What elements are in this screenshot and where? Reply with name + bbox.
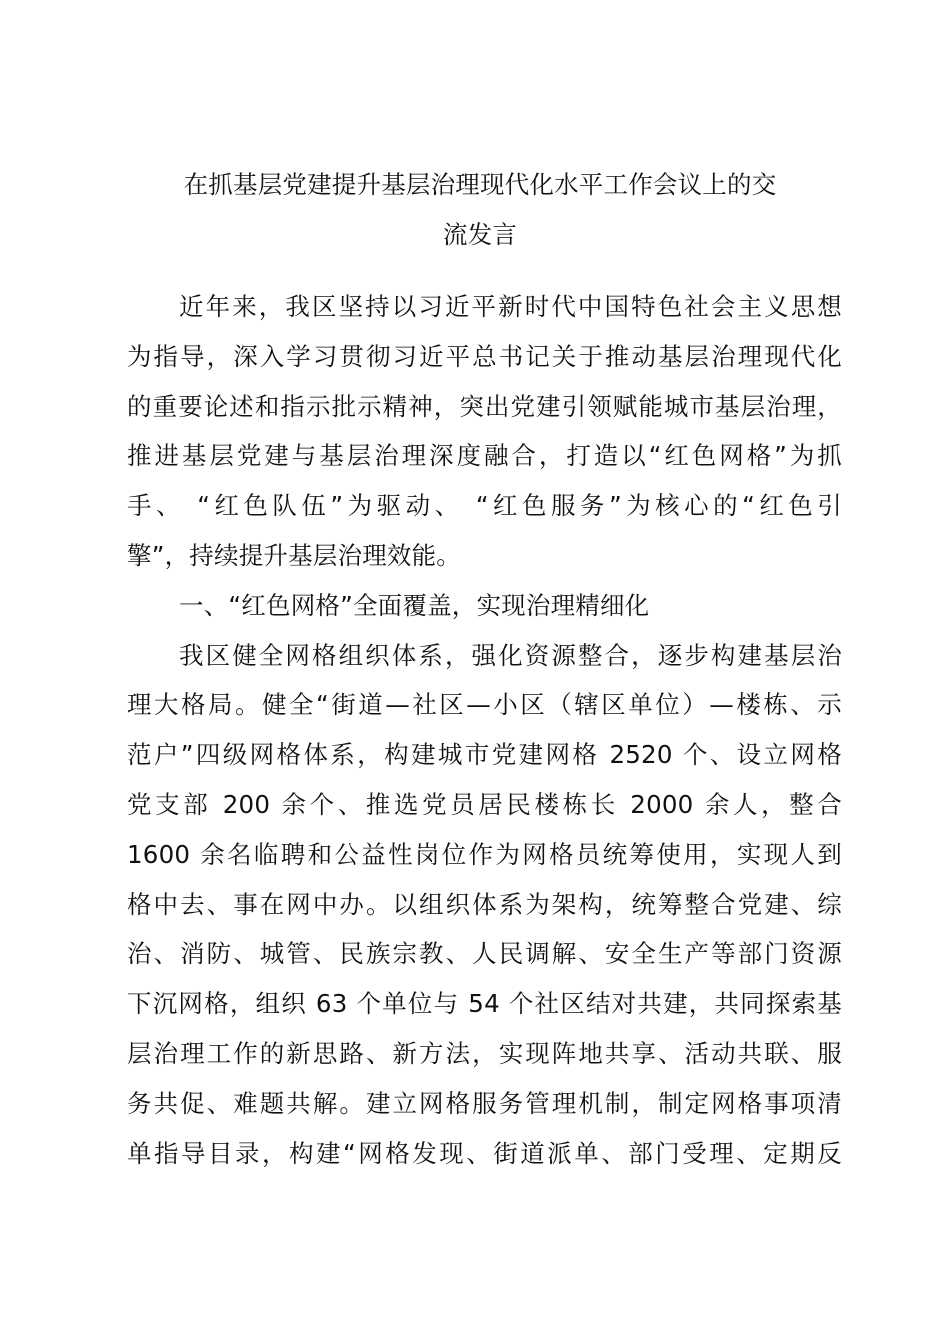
paragraph-line: 层治理工作的新思路、新方法，实现阵地共享、活动共联、服 xyxy=(127,1038,842,1068)
paragraph-line: 1600 余名临聘和公益性岗位作为网格员统筹使用，实现人到 xyxy=(127,839,842,869)
paragraph-line: 务共促、难题共解。建立网格服务管理机制，制定网格事项清 xyxy=(127,1088,842,1118)
paragraph-line: 理大格局。健全“街道—社区—小区（辖区单位）—楼栋、示 xyxy=(127,690,842,720)
paragraph-line: 治、消防、城管、民族宗教、人民调解、安全生产等部门资源 xyxy=(127,939,842,969)
section-heading: 一、“红色网格”全面覆盖，实现治理精细化 xyxy=(179,590,650,620)
paragraph-line: 擎”，持续提升基层治理效能。 xyxy=(127,540,461,570)
paragraph-line: 单指导目录，构建“网格发现、街道派单、部门受理、定期反 xyxy=(127,1138,842,1168)
paragraph-line: 为指导，深入学习贯彻习近平总书记关于推动基层治理现代化 xyxy=(127,341,842,371)
paragraph-line: 范户”四级网格体系，构建城市党建网格 2520 个、设立网格 xyxy=(127,740,842,770)
paragraph-line: 近年来，我区坚持以习近平新时代中国特色社会主义思想 xyxy=(179,292,842,321)
paragraph-line: 党支部 200 余个、推选党员居民楼栋长 2000 余人，整合 xyxy=(127,789,842,819)
paragraph-line: 手、 “红色队伍”为驱动、 “红色服务”为核心的“红色引 xyxy=(127,491,842,521)
paragraph-line: 我区健全网格组织体系，强化资源整合，逐步构建基层治 xyxy=(179,640,842,670)
paragraph-line: 格中去、事在网中办。以组织体系为架构，统筹整合党建、综 xyxy=(127,889,842,919)
title-line: 在抓基层党建提升基层治理现代化水平工作会议上的交 xyxy=(183,170,777,199)
paragraph-line: 下沉网格，组织 63 个单位与 54 个社区结对共建，共同探索基 xyxy=(127,989,842,1019)
paragraph-line: 的重要论述和指示批示精神，突出党建引领赋能城市基层治理， xyxy=(127,391,842,421)
document-title xyxy=(120,160,840,260)
paragraph-line: 推进基层党建与基层治理深度融合，打造以“红色网格”为抓 xyxy=(127,441,842,471)
document-body xyxy=(127,282,842,1178)
title-line: 流发言 xyxy=(442,219,518,249)
